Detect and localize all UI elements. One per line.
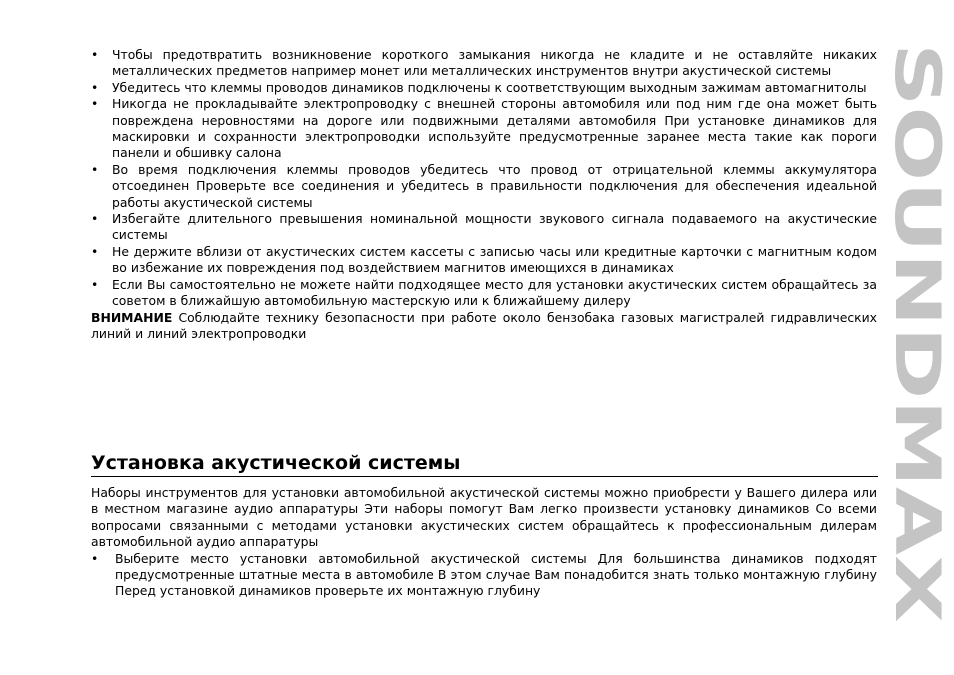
bullet-icon: • [91, 550, 99, 566]
safety-instructions [91, 47, 877, 342]
list-item-text: Никогда не прокладывайте электропроводку с внешней стороны автомобиля или под ним где она может быть повреждена неровностями на дороге или подвижными деталями автомобиля При установке динамиков для маскировки и сохранности электропроводки используйте предусмотренные заранее места такие как пороги панели и обшивку салона [112, 96, 877, 161]
list-item-text: Во время подключения клеммы проводов убедитесь что провод от отрицательной клеммы аккумулятора отсоединен Проверьте все соединения и убедитесь в правильности подключения для обеспечения идеальной работы акустической системы [112, 161, 877, 210]
list-item [91, 47, 877, 80]
list-item [91, 80, 877, 96]
bullet-icon: • [91, 79, 99, 95]
list-item [91, 211, 877, 244]
section-paragraph: Наборы инструментов для установки автомобильной акустической системы можно приобрести у Вашего дилера или в местном магазине аудио аппаратуры Эти наборы помогут Вам легко произвести установку динамиков Со всеми вопросами связанными с методами установки акустических систем обращайтесь к профессиональным дилерам автомобильной аудио аппаратуры [91, 485, 877, 550]
bullet-icon: • [91, 211, 99, 227]
list-item-text: Выберите место установки автомобильной акустической системы Для большинства динамиков подходят предусмотренные штатные места в автомобиле В этом случае Вам понадобится знать только монтажную глубину Перед установкой динамиков проверьте их монтажную глубину [115, 550, 877, 599]
bullet-icon: • [91, 243, 99, 259]
list-item [91, 162, 877, 211]
section-list [91, 551, 877, 600]
section-body [91, 485, 877, 600]
list-item-text: Убедитесь что клеммы проводов динамиков подключены к соответствующим выходным зажимам автомагнитолы [112, 79, 867, 95]
warning-text: Соблюдайте технику безопасности при работе около бензобака газовых магистралей гидравлических линий и линий электропроводки [91, 309, 877, 341]
warning-note [91, 310, 877, 343]
list-item [91, 551, 877, 600]
bullet-icon: • [91, 276, 99, 292]
list-item-text: Не держите вблизи от акустических систем кассеты с записью часы или кредитные карточки с магнитным кодом во избежание их повреждения под воздействием магнитов имеющихся в динамиках [112, 243, 877, 276]
list-item-text: Избегайте длительного превышения номинальной мощности звукового сигнала подаваемого на акустические системы [112, 211, 877, 243]
bullet-icon: • [91, 47, 99, 62]
list-item-text: Чтобы предотвратить возникновение короткого замыкания никогда не кладите и не оставляйте никаких металлических предметов например монет или металлических инструментов внутри акустической системы [112, 47, 877, 79]
list-item [91, 277, 877, 310]
brand-logo-text: SOUNDMAX [881, 43, 954, 452]
list-item-text: Если Вы самостоятельно не можете найти подходящее место для установки акустических систем обращайтесь за советом в ближайшую автомобильную мастерскую или к ближайшему дилеру [112, 276, 877, 309]
bullet-icon: • [91, 161, 99, 177]
list-item [91, 96, 877, 162]
warning-label: ВНИМАНИЕ [91, 309, 173, 325]
bullet-icon: • [91, 96, 99, 112]
safety-list [91, 47, 877, 310]
brand-logo [881, 38, 954, 628]
list-item [91, 244, 877, 277]
section-title: Установка акустической системы [91, 451, 878, 477]
